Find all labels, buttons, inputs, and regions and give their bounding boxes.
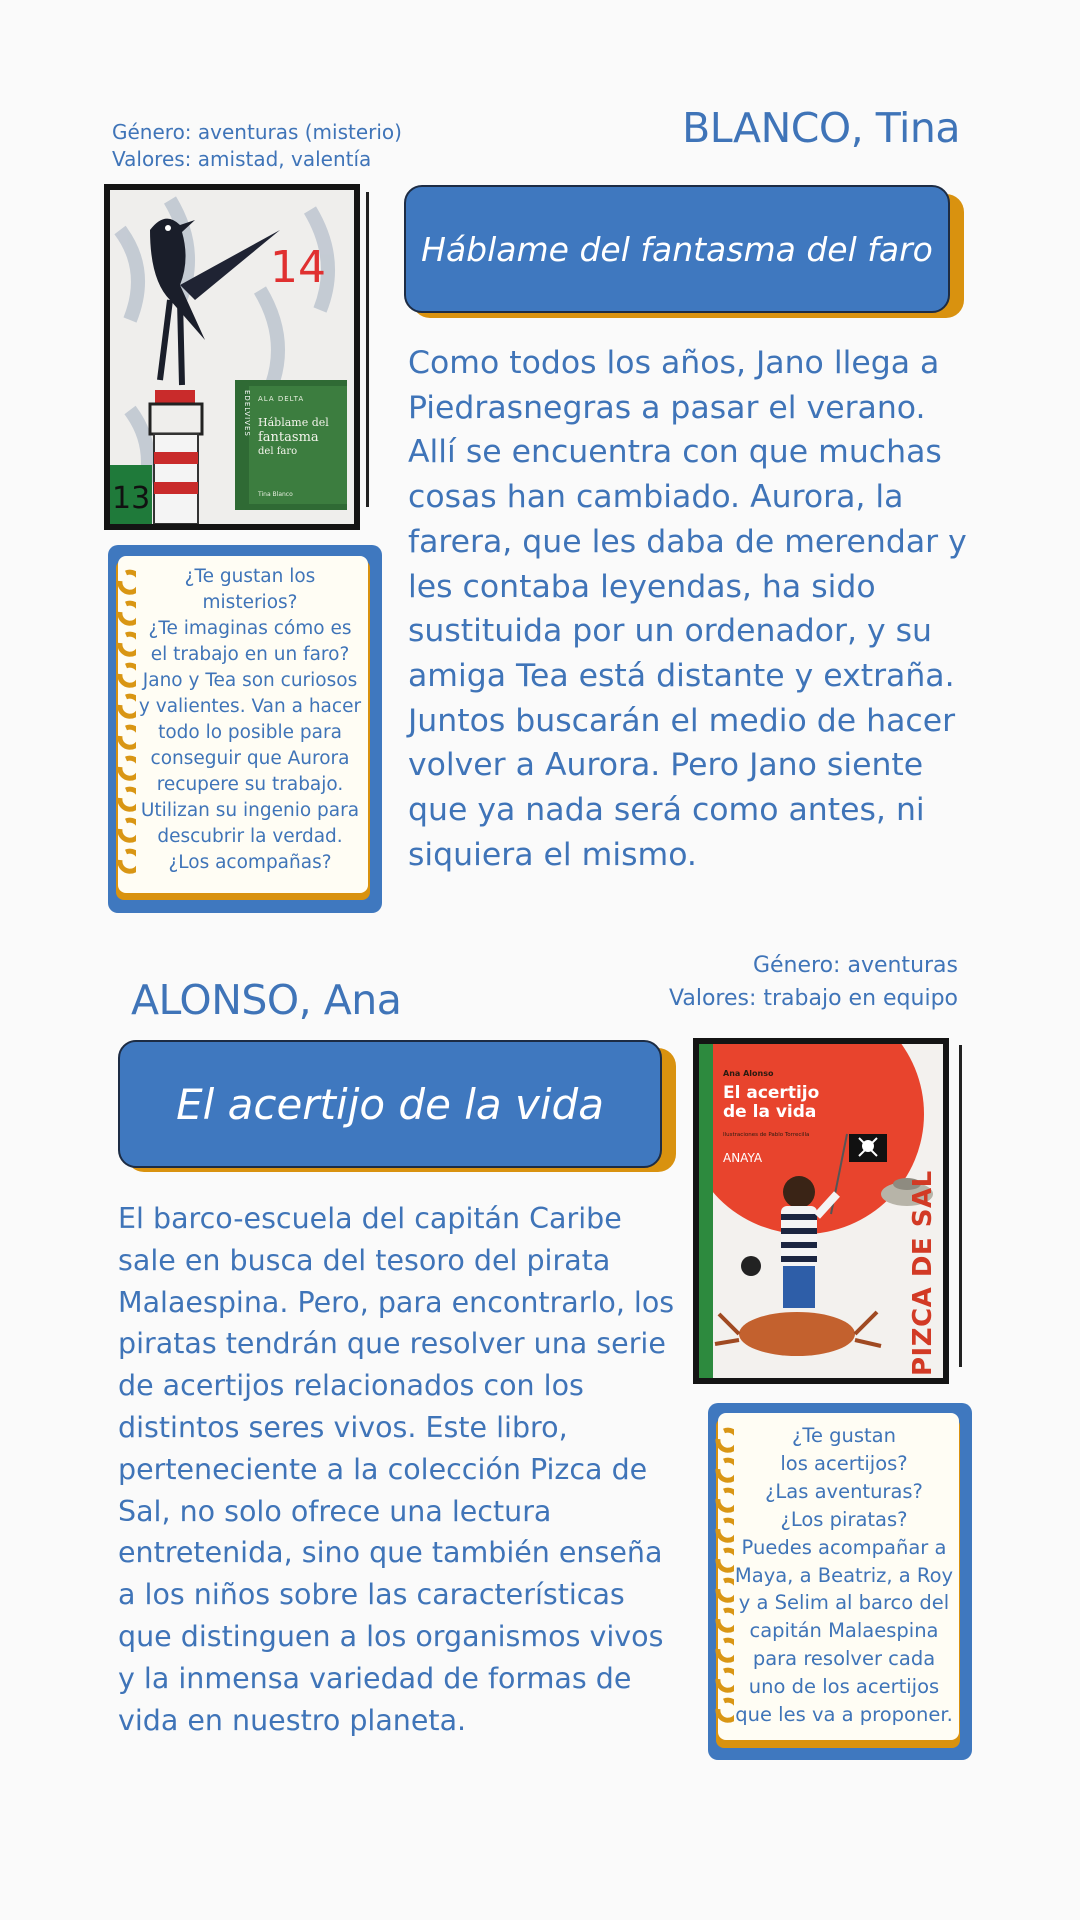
book-1-cover (110, 190, 354, 524)
note-1-line: ¿Te imaginas cómo es (148, 618, 352, 639)
note-1-line: ¿Te gustan los (184, 566, 316, 587)
note-2-line: ¿Los piratas? (780, 1507, 908, 1531)
book-1-meta (112, 119, 402, 173)
book-2-cover-art (699, 1044, 943, 1378)
cover-1-author: Tina Blanco (258, 491, 293, 498)
cover-1-title-line-1: Háblame del (258, 416, 329, 429)
cover-1-sticker-bottom: 13 (112, 481, 151, 516)
note-1-line: y valientes. Van a hacer (138, 696, 362, 717)
note-1-line: recupere su trabajo. (156, 774, 344, 795)
note-2-line: ¿Las aventuras? (765, 1479, 923, 1503)
cover-2-author: Ana Alonso (723, 1069, 774, 1078)
book-1-genre: Género: aventuras (misterio) (112, 120, 402, 144)
note-2-line: los acertijos? (780, 1451, 908, 1475)
book-1-synopsis: Como todos los años, Jano llega a Piedrasnegras a pasar el verano. Allí se encuentra con que muchas cosas han cambiado. Aurora, la farera, que les daba de merendar y les contaba leyendas, ha sido sustituida por un ordenador, y su amiga Tea está distante y extraña. Juntos buscarán el medio de hacer volver a Aurora. Pero Jano siente que ya nada será como antes, ni siquiera el mismo. (408, 345, 967, 873)
cover-1-title-line-3: del faro (258, 446, 298, 457)
cover-1-series: ALA DELTA (258, 395, 305, 403)
cover-1-sticker-top: 14 (270, 242, 326, 293)
note-2-line: ¿Te gustan (792, 1424, 896, 1447)
cover-2-series: PIZCA DE SAL (908, 1170, 938, 1376)
book-2-note-text (728, 1422, 960, 1729)
note-2-line: y a Selim al barco del (738, 1591, 950, 1615)
book-2-values: Valores: trabajo en equipo (669, 986, 958, 1011)
cover-1-title-line-2: fantasma (258, 430, 319, 445)
note-1-line: todo lo posible para (158, 722, 342, 743)
note-2-line: Puedes acompañar a (741, 1535, 947, 1559)
cover-1-publisher: EDELVIVES (243, 390, 251, 437)
book-2-author: ALONSO, Ana (131, 976, 402, 1024)
book-1-title: Háblame del fantasma del faro (404, 185, 950, 313)
book-2-synopsis: El barco-escuela del capitán Caribe sale en busca del tesoro del pirata Malaespina. Pero, para encontrarlo, los piratas tendrán que resolver una serie de acertijos relacionados con los distintos seres vivos. Este libro, perteneciente a la colección Pizca de Sal, no solo ofrece una lectura entretenida, sino que también enseña a los niños sobre las características que distinguen a los organismos vivos y la inmensa variedad de formas de vida en nuestro planeta. (118, 1202, 675, 1737)
book-2-cover-divider (959, 1045, 962, 1367)
note-1-line: ¿Los acompañas? (168, 852, 332, 873)
note-1-line: Utilizan su ingenio para (140, 800, 360, 821)
book-1-cover-divider (366, 192, 369, 507)
book-1-author: BLANCO, Tina (682, 104, 960, 152)
cover-2-title-line-1: El acertijo (723, 1083, 820, 1103)
note-2-line: que les va a proponer. (735, 1703, 953, 1727)
book-1-note-text (130, 564, 370, 876)
note-1-line: conseguir que Aurora (150, 748, 350, 769)
note-1-line: Jano y Tea son curiosos (142, 670, 358, 691)
cover-2-title-line-2: de la vida (723, 1102, 817, 1122)
note-2-line: capitán Malaespina (749, 1619, 939, 1643)
note-1-line: misterios? (202, 592, 298, 613)
book-1-values: Valores: amistad, valentía (112, 147, 372, 171)
note-1-line: el trabajo en un faro? (150, 644, 350, 665)
cover-2-illustrator: Ilustraciones de Pablo Torrecilla (723, 1132, 810, 1138)
book-2-meta (669, 949, 958, 1015)
cover-2-publisher: ANAYA (723, 1151, 763, 1165)
note-2-line: para resolver cada (752, 1647, 936, 1671)
note-2-line: Maya, a Beatriz, a Roy (734, 1563, 954, 1587)
note-2-line: uno de los acertijos (748, 1675, 940, 1699)
book-1-cover-art (110, 190, 354, 524)
book-2-title: El acertijo de la vida (118, 1040, 662, 1168)
book-2-cover (699, 1044, 943, 1378)
book-2-genre: Género: aventuras (752, 953, 958, 978)
note-1-line: descubrir la verdad. (157, 826, 343, 847)
